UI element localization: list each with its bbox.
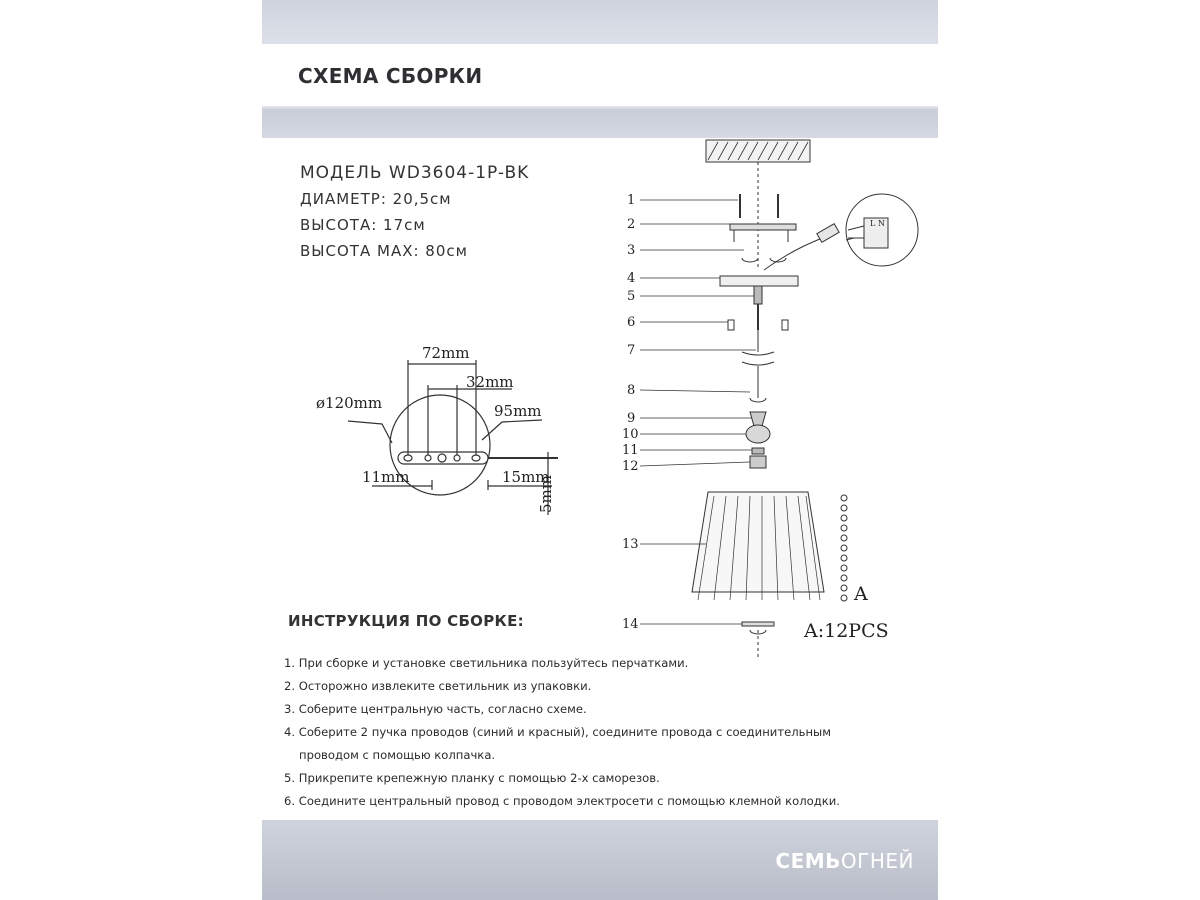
dim-11-label: 11mm [362, 468, 410, 486]
brand-part-1: СЕМЬ [775, 849, 841, 873]
holder-nut [752, 448, 764, 454]
dim-15-label: 15mm [502, 468, 550, 486]
nut-left [742, 258, 758, 262]
spec-block [300, 160, 529, 264]
brand-part-2: ОГНЕЙ [840, 849, 914, 873]
part-number-13: 13 [622, 537, 639, 552]
crystal-strand-a [841, 495, 847, 601]
part-number-2: 2 [627, 217, 636, 232]
leader-95 [482, 420, 542, 440]
terminal-block-small [817, 224, 839, 243]
dim-72-label: 72mm [422, 344, 470, 362]
mounting-bar [730, 224, 796, 230]
canopy-screw-left [728, 320, 734, 330]
mount-hole-center [438, 454, 446, 462]
dim-32-label: 32mm [466, 373, 514, 391]
part-number-11: 11 [622, 443, 639, 458]
instruction-step-2: 2. Осторожно извлеките светильник из упаковки. [284, 679, 592, 693]
spec-height: ВЫСОТА: 17см [300, 216, 426, 234]
crystal-shade [692, 492, 824, 592]
holder-ring [750, 398, 766, 402]
holder-cone [750, 412, 766, 426]
part-number-4: 4 [627, 271, 636, 286]
crystal-count-label: A:12PCS [804, 620, 889, 642]
part-number-8: 8 [627, 383, 636, 398]
canopy [720, 276, 798, 286]
cable-grip [754, 286, 762, 304]
lamp-socket [750, 456, 766, 468]
mount-hole-left [404, 455, 412, 461]
instructions-title: ИНСТРУКЦИЯ ПО СБОРКЕ: [288, 612, 524, 630]
holder-sphere [746, 425, 770, 443]
part-number-10: 10 [622, 427, 639, 442]
bottom-cap [742, 622, 774, 626]
spec-diameter: ДИАМЕТР: 20,5см [300, 190, 452, 208]
instruction-step-4 [284, 721, 934, 767]
dim-95-label: 95mm [494, 402, 542, 420]
instruction-step-6: 6. Соедините центральный провод с проводом электросети с помощью клемной колодки. [284, 794, 840, 808]
spec-height-max: ВЫСОТА MAX: 80см [300, 242, 468, 260]
part-number-1: 1 [627, 193, 636, 208]
brand-logo [775, 849, 914, 873]
instruction-step-5: 5. Прикрепите крепежную планку с помощью 2-х саморезов. [284, 771, 660, 785]
instruction-step-3: 3. Соберите центральную часть, согласно схеме. [284, 702, 587, 716]
part-number-9: 9 [627, 411, 636, 426]
part-number-5: 5 [627, 289, 636, 304]
part-number-14: 14 [622, 617, 639, 632]
instruction-steps [284, 652, 934, 813]
mount-hole-right [472, 455, 480, 461]
canopy-screw-right [782, 320, 788, 330]
assembly-sheet [262, 0, 938, 900]
part-number-12: 12 [622, 459, 639, 474]
instruction-step-4-line-2: проводом с помощью колпачка. [299, 748, 496, 762]
leader-120 [348, 421, 392, 443]
instruction-step-1: 1. При сборке и установке светильника пользуйтесь перчатками. [284, 656, 689, 670]
part-number-3: 3 [627, 243, 636, 258]
footer-band [262, 820, 938, 900]
cable-break-top [742, 352, 774, 355]
crystal-strand-label: A [854, 583, 868, 605]
ceiling-plate [706, 140, 810, 162]
part-number-7: 7 [627, 343, 636, 358]
spec-model: МОДЕЛЬ WD3604-1P-BK [300, 163, 530, 183]
part-number-6: 6 [627, 315, 636, 330]
terminal-mark-l: L [870, 219, 876, 228]
cable-break-bottom [742, 362, 774, 365]
terminal-mark-n: N [878, 219, 885, 228]
dim-5-label: 5mm [537, 475, 555, 513]
dim-120-label: ø120mm [316, 394, 383, 412]
page-title: СХЕМА СБОРКИ [298, 64, 483, 88]
mount-hole-mid-left [425, 455, 431, 461]
exploded-view-drawing [592, 130, 938, 670]
header-band [262, 0, 938, 138]
mount-hole-mid-right [454, 455, 460, 461]
mounting-plate-drawing [262, 330, 582, 530]
instruction-step-4-line-1: 4. Соберите 2 пучка проводов (синий и красный), соедините провода с соединительным [284, 725, 831, 739]
